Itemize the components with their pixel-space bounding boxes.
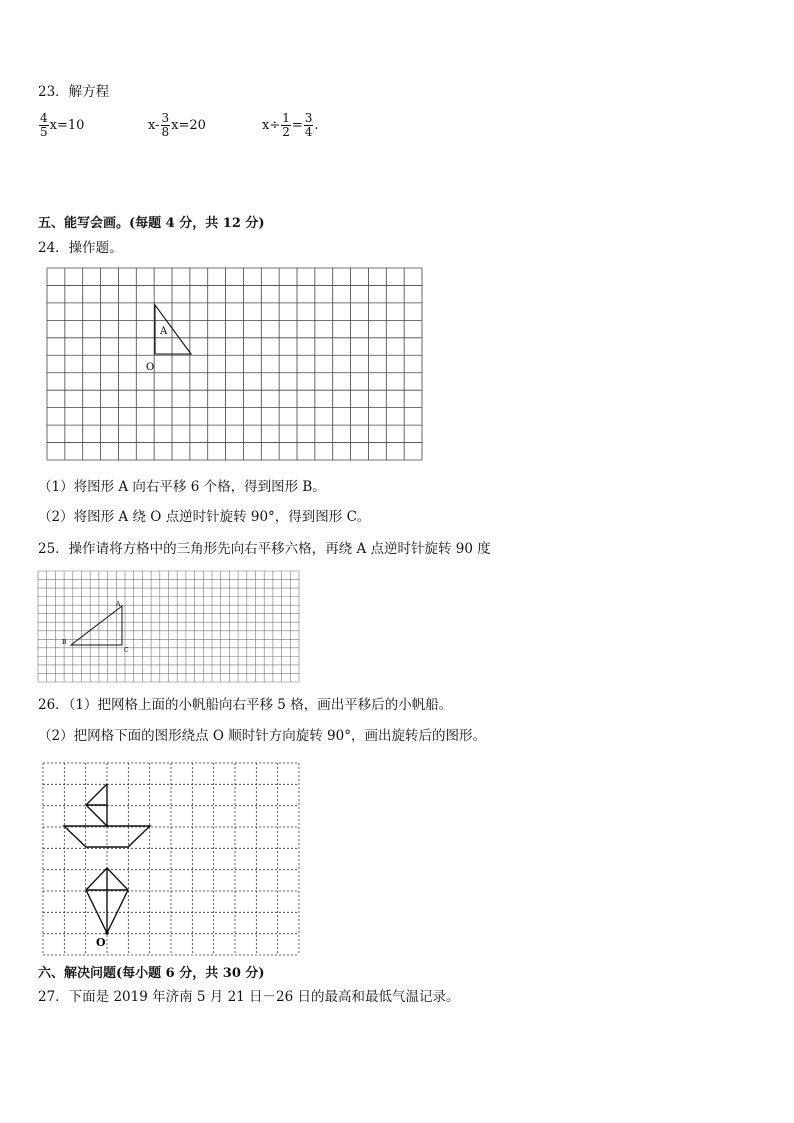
q24-title: 24．操作题。 bbox=[38, 240, 123, 256]
label-o: O bbox=[96, 936, 106, 949]
equation-2: x- $\frac{3}{8}$ x=20 bbox=[148, 111, 206, 139]
equation-3: x÷ $\frac{1}{2}$ = $\frac{3}{4}$ . bbox=[262, 111, 319, 139]
fraction: $\frac{4}{5}$ bbox=[40, 111, 48, 139]
q24-sub1: （1）将图形 A 向右平移 6 个格，得到图形 B。 bbox=[38, 479, 326, 495]
fraction: $\frac{3}{8}$ bbox=[161, 111, 170, 139]
label-c: C bbox=[124, 647, 129, 654]
q26-title: 26．（1）把网格上面的小帆船向右平移 5 格，画出平移后的小帆船。 bbox=[38, 697, 453, 713]
fraction: $\frac{3}{4}$ bbox=[304, 111, 313, 139]
point-o bbox=[105, 931, 109, 935]
sailboat bbox=[64, 784, 150, 847]
equation-1: $\frac{4}{5}$ x=10 bbox=[40, 111, 85, 139]
label-o: O bbox=[146, 362, 155, 373]
label-b: B bbox=[62, 639, 67, 646]
fraction: $\frac{1}{2}$ bbox=[282, 111, 290, 139]
q24-sub2: （2）将图形 A 绕 O 点逆时针旋转 90°，得到图形 C。 bbox=[38, 509, 371, 525]
q26-sub2: （2）把网格下面的图形绕点 O 顺时针方向旋转 90°，画出旋转后的图形。 bbox=[38, 728, 486, 744]
label-a: A bbox=[116, 601, 121, 608]
q25-title: 25．操作请将方格中的三角形先向右平移六格，再绕 A 点逆时针旋转 90 度 bbox=[38, 541, 491, 557]
q26-dotted-grid bbox=[43, 763, 299, 955]
q27-title: 27．下面是 2019 年济南 5 月 21 日－26 日的最高和最低气温记录。 bbox=[38, 989, 460, 1005]
section-5-heading: 五、能写会画。(每题 4 分，共 12 分) bbox=[38, 216, 265, 231]
q23-title: 23．解方程 bbox=[38, 84, 110, 100]
kite-shape bbox=[86, 868, 128, 933]
label-a: A bbox=[160, 326, 168, 337]
section-6-heading: 六、解决问题(每小题 6 分，共 30 分) bbox=[38, 966, 265, 981]
